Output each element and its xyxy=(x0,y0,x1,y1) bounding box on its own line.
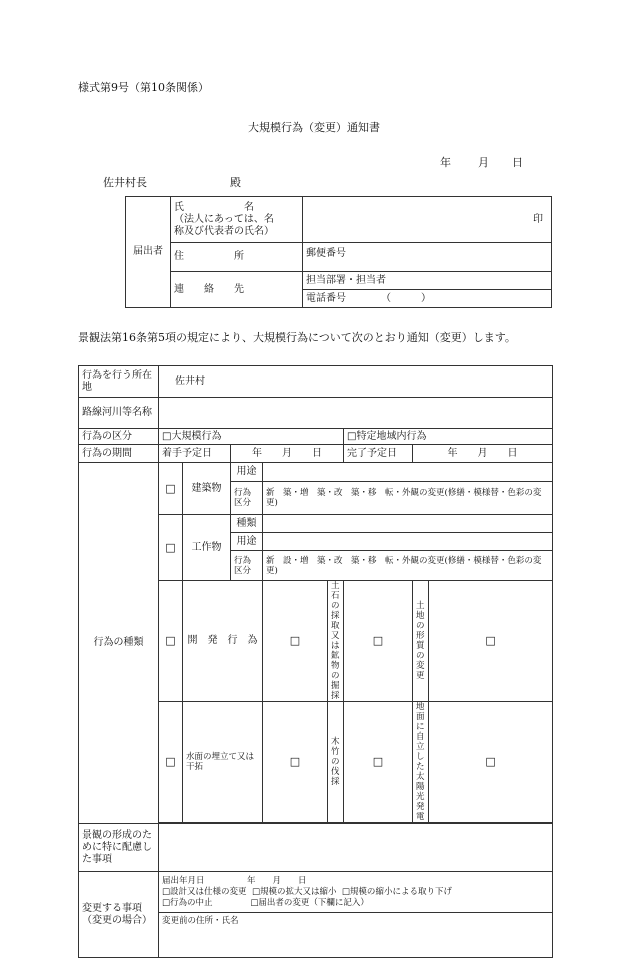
structure-kind-label: 種類 xyxy=(231,515,263,533)
period-label: 行為の期間 xyxy=(79,445,159,463)
change-option-cancel[interactable]: □行為の中止 xyxy=(162,898,213,908)
address-label: 住 所 xyxy=(171,243,303,272)
applicant-label: 届出者 xyxy=(126,197,171,308)
applicant-table xyxy=(125,196,552,308)
building-action-label: 行為区分 xyxy=(231,482,263,515)
structure-use-label: 用途 xyxy=(231,533,263,551)
building-checkbox[interactable]: □ xyxy=(159,463,183,515)
end-date-value: 年 月 日 xyxy=(413,445,553,463)
main-table xyxy=(78,365,553,958)
building-use-label: 用途 xyxy=(231,463,263,482)
addressee-honorific: 殿 xyxy=(230,176,241,189)
consideration-label: 景観の形成のために特に配慮した事項 xyxy=(79,824,159,872)
name-label-line1: 氏 名 xyxy=(174,201,254,213)
change-cell xyxy=(159,872,553,958)
form-title: 大規模行為（変更）通知書 xyxy=(248,121,380,134)
previous-name-label: 変更前の住所・氏名 xyxy=(159,912,552,930)
location-value: 佐井村 xyxy=(159,366,553,398)
change-option-scale[interactable]: □規模の拡大又は縮小 xyxy=(251,887,337,897)
contact-dept: 担当部署・担当者 xyxy=(303,272,551,290)
development-label: 開 発 行 為 xyxy=(183,581,263,702)
solar-label: 地面に自立した太陽光発電 xyxy=(413,702,429,823)
building-use-value xyxy=(263,463,553,482)
soil-checkbox[interactable]: □ xyxy=(263,581,328,702)
date-month: 月 xyxy=(478,156,489,169)
contact-label: 連 絡 先 xyxy=(171,272,303,308)
land-change-checkbox[interactable]: □ xyxy=(344,581,413,702)
change-option-withdrawal[interactable]: □規模の縮小による取り下げ xyxy=(341,887,452,897)
logging-checkbox[interactable]: □ xyxy=(263,702,328,823)
building-label: 建築物 xyxy=(183,463,231,515)
addressee-name: 佐井村長 xyxy=(103,176,147,189)
category-option-large-scale: □大規模行為 xyxy=(159,429,344,445)
soil-extraction-label: 土石の採取又は鉱物の掘採 xyxy=(328,581,344,702)
change-details xyxy=(159,872,552,909)
name-label-line3: 称及び代表者の氏名） xyxy=(174,225,274,237)
structure-use-value xyxy=(263,533,553,551)
category-option-specific-area: □特定地域内行為 xyxy=(344,429,553,445)
name-label xyxy=(171,197,303,243)
logging-label: 木竹の伐採 xyxy=(328,702,344,823)
postal-code-label: 郵便番号 xyxy=(303,243,552,272)
other-checkbox[interactable]: □ xyxy=(429,702,553,823)
building-action-options: 新 築・増 築・改 築・移 転・外観の変更(修繕・模様替・色彩の変更) xyxy=(263,482,553,515)
land-change-label: 土地の形質の変更 xyxy=(413,581,429,702)
end-date-label: 完了予定日 xyxy=(344,445,413,463)
reclamation-label: 水面の埋立て又は干拓 xyxy=(183,702,263,823)
change-option-design[interactable]: □設計又は仕様の変更 xyxy=(162,887,247,897)
change-label: 変更する事項（変更の場合） xyxy=(79,872,159,958)
start-date-label: 着手予定日 xyxy=(159,445,231,463)
structure-checkbox[interactable]: □ xyxy=(159,515,183,581)
date-day: 日 xyxy=(512,156,523,169)
type-label: 行為の種類 xyxy=(79,463,159,824)
phone-label: 電話番号 （ ） xyxy=(306,293,431,304)
development-checkbox[interactable]: □ xyxy=(159,581,183,702)
seal-mark: 印 xyxy=(303,197,552,243)
category-label: 行為の区分 xyxy=(79,429,159,445)
structure-action-label: 行為区分 xyxy=(231,551,263,581)
reclamation-checkbox[interactable]: □ xyxy=(159,702,183,823)
structure-label: 工作物 xyxy=(183,515,231,581)
change-option-applicant[interactable]: □届出者の変更（下欄に記入） xyxy=(250,898,369,908)
outdoor-storage-checkbox[interactable]: □ xyxy=(429,581,553,702)
route-value xyxy=(159,398,553,429)
solar-checkbox[interactable]: □ xyxy=(344,702,413,823)
start-date-value: 年 月 日 xyxy=(231,445,344,463)
date-year: 年 xyxy=(440,156,451,169)
contact-cell xyxy=(303,272,552,308)
location-label: 行為を行う所在地 xyxy=(79,366,159,398)
legal-statement: 景観法第16条第5項の規定により、大規模行為について次のとおり通知（変更）します。 xyxy=(78,331,516,344)
consideration-value xyxy=(159,824,553,872)
route-label: 路線河川等名称 xyxy=(79,398,159,429)
report-date: 届出年月日 年 月 日 xyxy=(162,876,307,886)
form-number: 様式第9号（第10条関係） xyxy=(78,81,209,94)
structure-kind-value xyxy=(263,515,553,533)
name-label-line2: （法人にあっては、名 xyxy=(174,213,274,225)
structure-action-options: 新 設・増 築・改 築・移 転・外観の変更(修繕・模様替・色彩の変更) xyxy=(263,551,553,581)
